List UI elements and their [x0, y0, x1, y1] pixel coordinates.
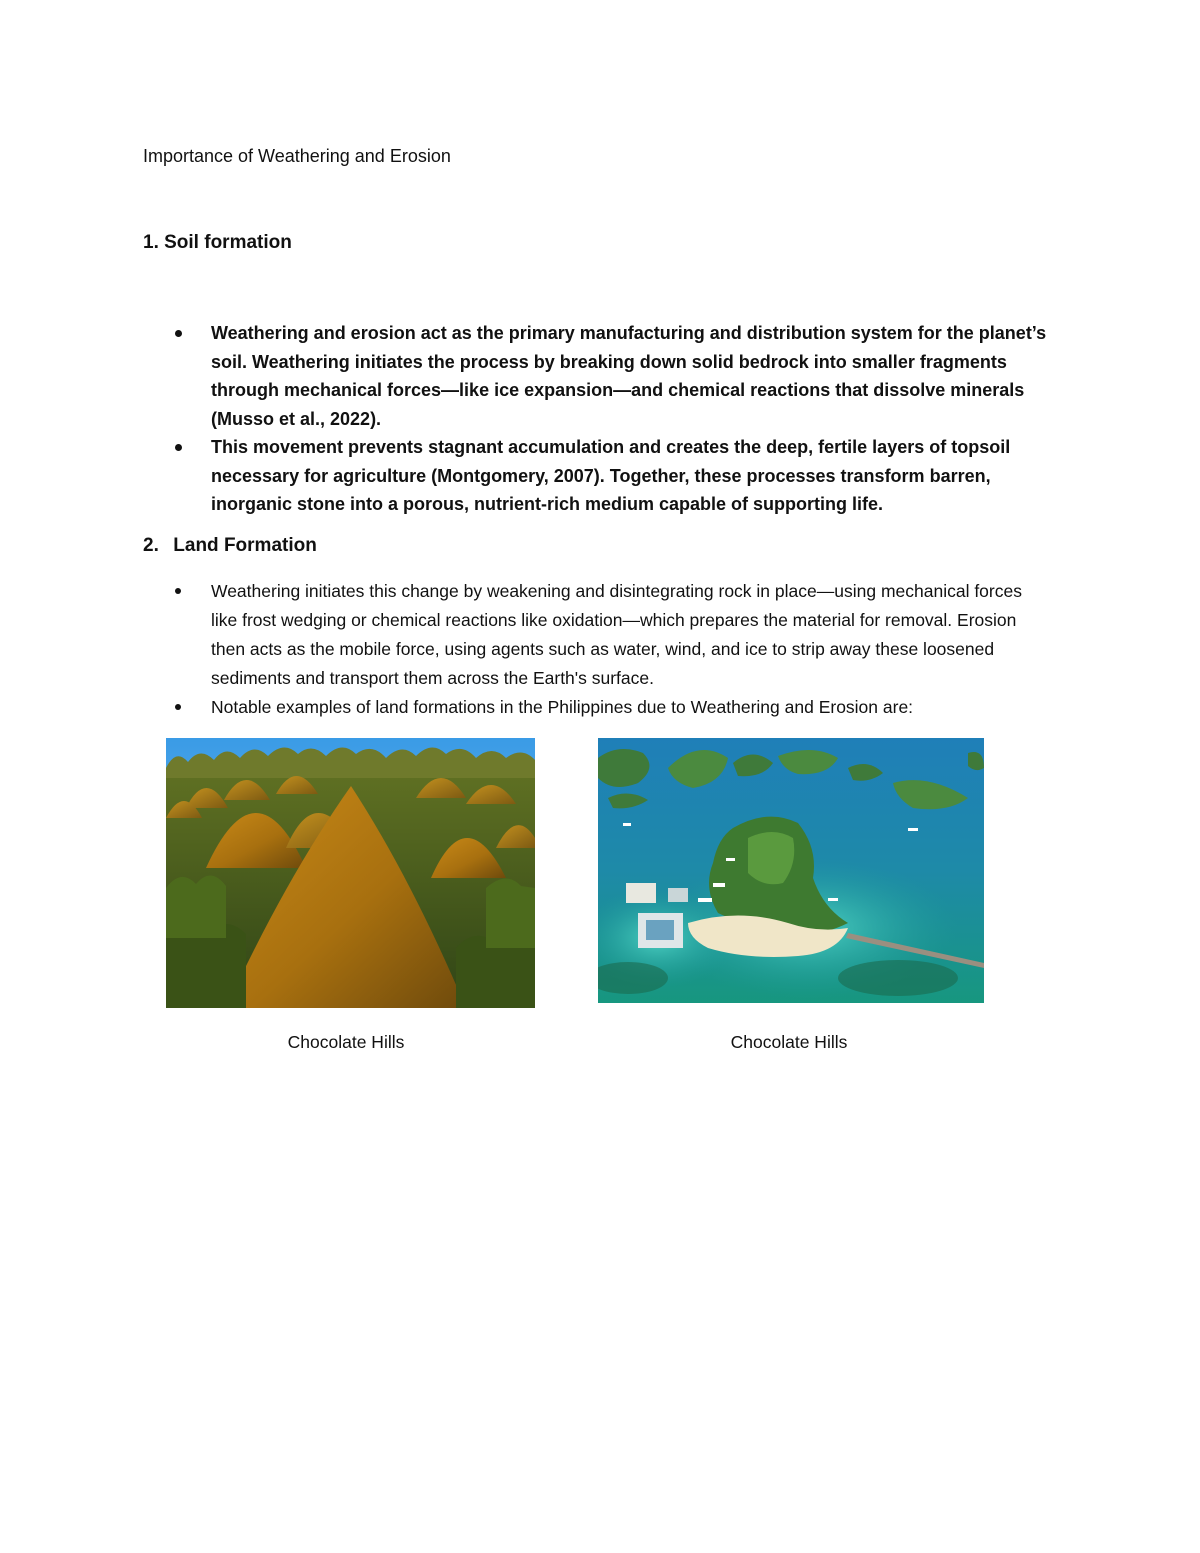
list-item	[171, 693, 1051, 722]
bullet-text: Notable examples of land formations in the Philippines due to Weathering and Erosion are:	[211, 697, 914, 717]
bullet-text: Weathering initiates this change by weakening and disintegrating rock in place—using mechanical forces like frost wedging or chemical reactions like oxidation—which prepares the material for removal. Erosion then acts as the mobile force, using agents such as water, wind, and ice to strip away these loosened sediments and transport them across the Earth's surface.	[211, 581, 1022, 688]
section-heading-soil-formation: 1. Soil formation	[143, 232, 292, 253]
chocolate-hills-photo	[166, 738, 535, 1008]
land-formation-bullet-list	[171, 577, 1051, 722]
islands-aerial-photo	[598, 738, 984, 1003]
list-item	[171, 577, 1051, 693]
section-heading-text: Land Formation	[173, 535, 317, 556]
figure-caption-1: Chocolate Hills	[287, 1032, 405, 1052]
bullet-icon	[175, 444, 182, 451]
islands-illustration	[598, 738, 984, 1003]
soil-formation-bullet-list	[171, 319, 1051, 519]
bullet-icon	[175, 704, 181, 710]
section-heading-land-formation	[143, 534, 317, 558]
list-item	[171, 433, 1051, 519]
section-number: 2.	[143, 535, 159, 556]
bullet-text: Weathering and erosion act as the primary manufacturing and distribution system for the planet’s soil. Weathering initiates the process by breaking down solid bedrock into smaller fragments through mechanical forces—like ice expansion—and chemical reactions that dissolve minerals (Musso et al., 2022).	[211, 323, 1047, 429]
bullet-icon	[175, 588, 181, 594]
document-title: Importance of Weathering and Erosion	[143, 146, 451, 166]
bullet-text: This movement prevents stagnant accumulation and creates the deep, fertile layers of topsoil necessary for agriculture (Montgomery, 2007). Together, these processes transform barren, inorganic stone into a porous, nutrient-rich medium capable of supporting life.	[211, 437, 1011, 514]
bullet-icon	[175, 330, 182, 337]
hills-illustration	[166, 738, 535, 1008]
figure-caption-2: Chocolate Hills	[730, 1032, 848, 1052]
list-item	[171, 319, 1051, 433]
